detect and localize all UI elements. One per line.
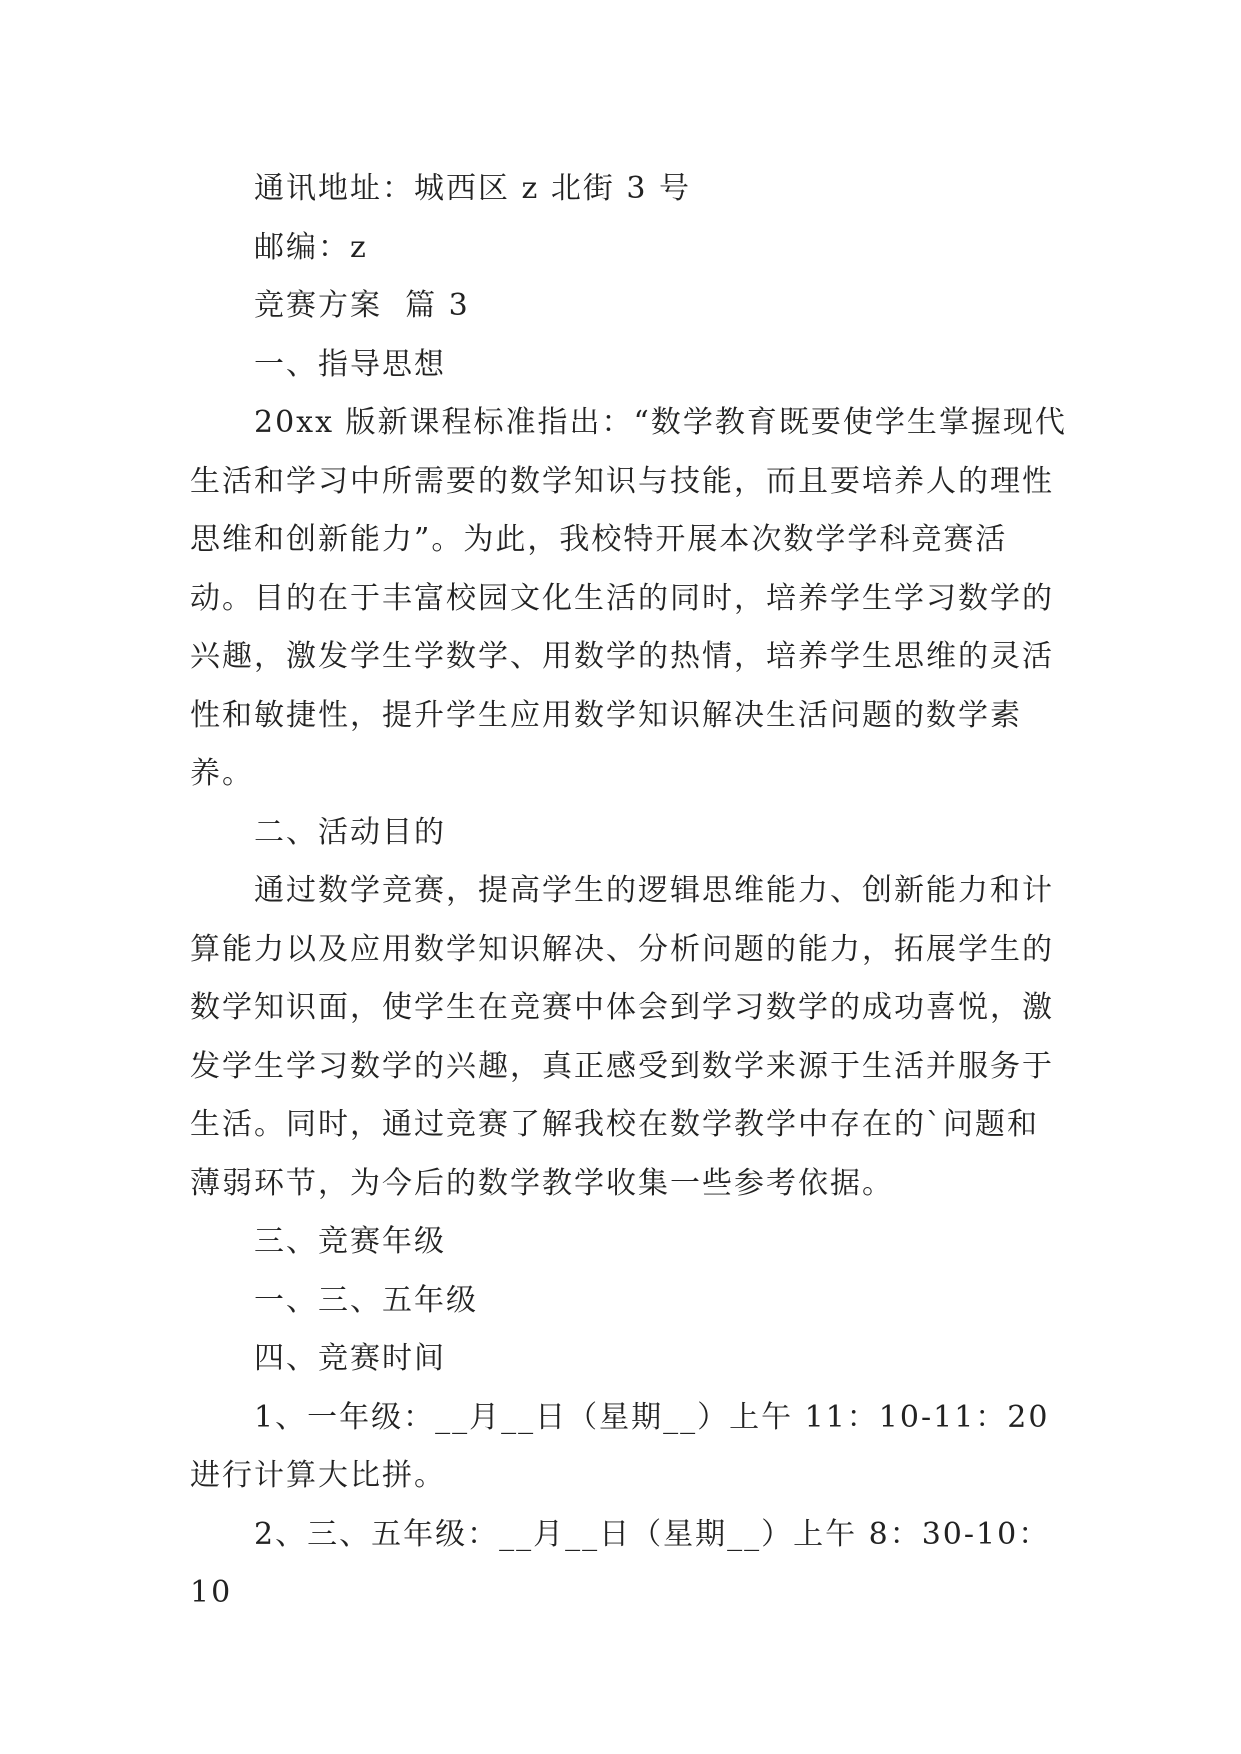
document-body bbox=[190, 160, 1070, 1623]
heading-competition-time: 四、竞赛时间 bbox=[254, 1341, 446, 1376]
paragraph-activity-purpose: 通过数学竞赛，提高学生的逻辑思维能力、创新能力和计算能力以及应用数学知识解决、分析问题的能力，拓展学生的数学知识面，使学生在竞赛中体会到学习数学的成功喜悦，激发学生学习数学的兴趣，真正感受到数学来源于生活并服务于生活。同时，通过竞赛了解我校在数学教学中存在的`问题和薄弱环节，为今后的数学教学收集一些参考依据。 bbox=[190, 873, 1054, 1201]
postcode-line: 邮编：z bbox=[254, 229, 368, 265]
address-line: 通讯地址：城西区 z 北街 3 号 bbox=[254, 171, 692, 206]
heading-guiding-ideology: 一、指导思想 bbox=[254, 346, 446, 382]
section-title: 竞赛方案 篇 3 bbox=[254, 288, 470, 323]
heading-activity-purpose: 二、活动目的 bbox=[254, 814, 446, 850]
heading-competition-grades: 三、竞赛年级 bbox=[254, 1224, 446, 1259]
time-item-grade-one: 1、一年级：__月__日（星期__）上午 11：10-11：20 进行计算大比拼。 bbox=[190, 1399, 1062, 1493]
paragraph-competition-grades: 一、三、五年级 bbox=[254, 1282, 478, 1318]
paragraph-guiding-ideology: 20xx 版新课程标准指出：“数学教育既要使学生掌握现代生活和学习中所需要的数学知识与技能，而且要培养人的理性思维和创新能力”。为此，我校特开展本次数学学科竞赛活动。目的在于丰富校园文化生活的同时，培养学生学习数学的兴趣，激发学生学数学、用数学的热情，培养学生思维的灵活性和敏捷性，提升学生应用数学知识解决生活问题的数学素养。 bbox=[190, 405, 1067, 791]
time-item-grades-three-five: 2、三、五年级：__月__日（星期__）上午 8：30-10：10 bbox=[190, 1516, 1051, 1610]
